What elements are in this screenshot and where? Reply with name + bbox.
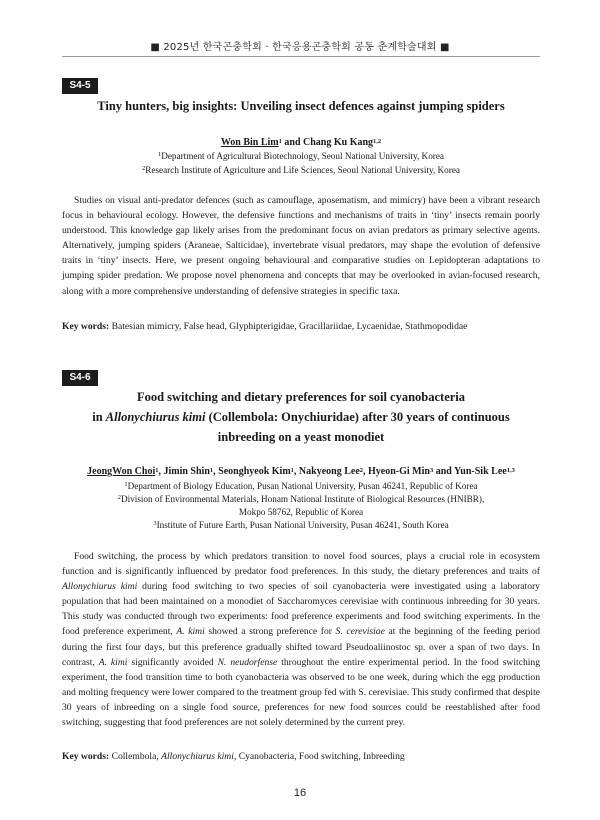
author-name: Jimin Shin — [163, 466, 210, 477]
affiliation-line — [62, 479, 540, 493]
author-name: Chang Ku Kang — [303, 137, 374, 148]
affiliation-line — [62, 149, 540, 163]
header-rule — [62, 56, 540, 57]
author-name: Seonghyeok Kim — [218, 466, 291, 477]
affiliation-text: Division of Environmental Materials, Honam National Institute of Biological Resources (HNIBR), — [120, 494, 485, 504]
page-number: 16 — [293, 787, 307, 799]
affiliation-mark: 2 — [142, 165, 146, 172]
abstract-body: Food switching, the process by which predators transition to novel food sources, plays a crucial role in ecosystem function and is significantly influenced by predator food preferences. In this study, the dietary preferences and traits of Allonychiurus kimi during food switching to two species of soil cyanobacteria were investigated using a laboratory population that had been maintained on a monodiet of Saccharomyces cerevisiae with continuous inbreeding for 30 years. This study was conducted through two experiments: food preference experiments and food switching experiments. In the food preference experiment, A. kimi showed a strong preference for S. cerevisiae at the beginning of the feeding period during the first four days, but this preference gradually shifted toward Pseudoaliinostoc sp. over a span of two days. In contrast, A. kimi significantly avoided N. neudorfense throughout the entire experimental period. In the food switching experiment, the food transition time to both cyanobacteria was observed to be one week, during which the egg production and molting frequency were lower compared to the treatment group fed with S. cerevisiae. This study confirmed that despite 30 years of inbreeding on a single food source, preferences for new food sources could be reestablished after food switching, suggesting that food preferences are not solely determined by the current prey. — [62, 551, 541, 729]
running-header: ■ 2025년 한국곤충학회 · 한국응용곤충학회 공동 춘계학술대회 ■ — [150, 42, 450, 53]
keywords — [62, 320, 540, 334]
affiliation-mark: 1 — [124, 481, 128, 488]
affiliation-line — [62, 163, 540, 177]
author-list — [62, 136, 540, 149]
author-name: Won Bin Lim — [220, 137, 279, 148]
abstract-title — [62, 387, 540, 447]
keywords-label: Key words: — [62, 751, 110, 762]
affiliation-line — [62, 518, 540, 532]
author-conjunction: and — [281, 137, 304, 148]
abstract-code-badge: S4-6 — [62, 370, 98, 386]
affiliation-line — [62, 492, 540, 506]
abstract-body: Studies on visual anti-predator defences (such as camouflage, aposematism, and mimicry) have been a vibrant research focus in behavioural ecology. However, the defensive functions and mechanisms of traits in ‘tiny’ insects remain poorly understood. This knowledge gap likely arises from the predominant focus on avian predators as primary selective agents. Alternatively, jumping spiders (Araneae, Salticidae), invertebrate visual predators, may shape the evolution of defensive traits in ‘tiny’ insects. Here, we present ongoing behavioural and comparative studies on Lepidopteran adaptations to jumping spider predation. We propose novel phenomena and concepts that may be overlooked in avian-focused research, along with a more comprehensive understanding of defensive strategies in specific taxa. — [62, 195, 540, 297]
author-name: Yun-Sik Lee — [453, 466, 507, 477]
affiliation-text: Institute of Future Earth, Pusan National University, Pusan 46241, South Korea — [156, 520, 449, 530]
keywords-text: Batesian mimicry, False head, Glyphipterigidae, Gracillariidae, Lycaenidae, Stathmopodidae — [109, 321, 468, 332]
title-line: in Allonychiurus kimi (Collembola: Onychiuridae) after 30 years of continuous — [92, 410, 510, 424]
abstract-code-badge: S4-5 — [62, 78, 98, 94]
author-name: Hyeon-Gi Min — [368, 466, 430, 477]
affiliation-text: Research Institute of Agriculture and Life Sciences, Seoul National University, Korea — [145, 165, 460, 175]
affiliation-text: Mokpo 58762, Republic of Korea — [238, 507, 364, 517]
author-list: JeongWon Choi$^1$, Jimin Shin$^1$, Seonghyeok Kim$^1$, Nakyeong Lee$^2$, Hyeon-Gi Min$^3$ and Yun-Sik Lee$^{1,3}$ — [87, 466, 515, 477]
author-affiliation-mark: 1,2 — [373, 138, 382, 145]
affiliation-mark: 2 — [117, 494, 121, 501]
title-line: Food switching and dietary preferences for soil cyanobacteria — [136, 390, 466, 404]
title-line: inbreeding on a yeast monodiet — [217, 430, 385, 444]
affiliation-text: Department of Agricultural Biotechnology, Seoul National University, Korea — [161, 151, 445, 161]
affiliation-line — [62, 505, 540, 519]
author-name: JeongWon Choi — [87, 466, 156, 477]
abstract-title: Tiny hunters, big insights: Unveiling insect defences against jumping spiders — [97, 99, 505, 113]
affiliation-mark: 3 — [153, 520, 157, 527]
keywords-label: Key words: — [62, 321, 110, 332]
affiliation-mark: 1 — [157, 151, 162, 158]
keywords: Key words: Collembola, Allonychiurus kimi, Cyanobacteria, Food switching, Inbreeding — [62, 751, 405, 762]
author-affiliation-mark: 1 — [278, 138, 282, 145]
author-name: Nakyeong Lee — [298, 466, 360, 477]
affiliation-text: Department of Biology Education, Pusan National University, Pusan 46241, Republic of Korea — [127, 481, 478, 491]
